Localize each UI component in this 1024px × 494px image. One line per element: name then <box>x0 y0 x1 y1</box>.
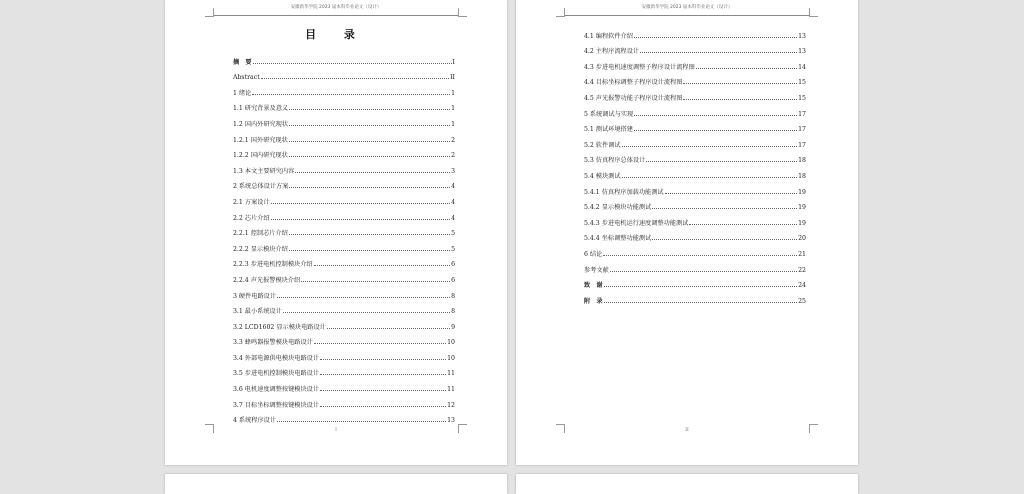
document-page-2 <box>516 0 858 465</box>
toc-leader-dots <box>320 390 446 391</box>
toc-entry-label: 2.2.4 声光报警模块介绍 <box>233 276 301 284</box>
toc-entry-label: 1 绪论 <box>233 89 252 97</box>
toc-entry-page: 11 <box>447 386 455 394</box>
toc-entry-label: 2.2 芯片介绍 <box>233 214 270 222</box>
toc-leader-dots <box>252 94 450 95</box>
toc-entry[interactable] <box>233 128 455 144</box>
header-rule <box>213 15 459 16</box>
toc-entry-label: 附 录 <box>584 297 603 305</box>
toc-leader-dots <box>634 130 797 131</box>
toc-entry[interactable] <box>233 97 455 113</box>
toc-entry-page: 18 <box>798 172 806 180</box>
toc-leader-dots <box>320 359 446 360</box>
toc-entry[interactable] <box>584 196 806 212</box>
toc-entry-label: 5.4.4 坐标调整功能测试 <box>584 235 652 243</box>
crop-mark-top-right <box>458 8 467 17</box>
toc-entry-label: 3.1 最小系统设计 <box>233 308 282 316</box>
toc-leader-dots <box>295 172 450 173</box>
toc-entry-label: 3 硬件电路设计 <box>233 292 277 300</box>
toc-entry-label: 2.2.2 显示模块介绍 <box>233 245 288 253</box>
toc-leader-dots <box>320 374 446 375</box>
toc-entry[interactable] <box>584 40 806 56</box>
toc-leader-dots <box>604 302 798 303</box>
toc-entry[interactable] <box>233 377 455 393</box>
toc-entry[interactable] <box>233 393 455 409</box>
toc-entry[interactable] <box>584 71 806 87</box>
toc-leader-dots <box>320 406 446 407</box>
toc-entry-page: 18 <box>798 157 806 165</box>
toc-entry-page: 15 <box>798 94 806 102</box>
toc-entry-page: 4 <box>451 183 455 191</box>
toc-entry[interactable] <box>584 133 806 149</box>
toc-entry[interactable] <box>584 211 806 227</box>
toc-entry-label: Abstract <box>233 74 260 82</box>
toc-entry-label: 5.4.3 步进电机运行速度调整功能测试 <box>584 219 689 227</box>
toc-entry-label: 4.4 目标坐标调整子程序设计流程图 <box>584 79 683 87</box>
toc-leader-dots <box>652 239 797 240</box>
toc-entry-label: 4.1 编程软件介绍 <box>584 32 633 40</box>
toc-leader-dots <box>277 297 450 298</box>
toc-leader-dots <box>634 115 797 116</box>
toc-entry[interactable] <box>233 112 455 128</box>
toc-entry-page: 17 <box>798 141 806 149</box>
toc-entry-label: 5.4.2 显示模块功能测试 <box>584 204 652 212</box>
toc-entry-label: 3.7 目标坐标调整按键模块设计 <box>233 401 320 409</box>
toc-entry[interactable] <box>233 346 455 362</box>
toc-entry-label: 5 系统调试与实现 <box>584 110 634 118</box>
toc-entry-label: 1.3 本文主要研究内容 <box>233 167 295 175</box>
page-header: 安徽新华学院 2023 届本科毕业论文（设计） <box>290 5 382 10</box>
toc-entry[interactable] <box>233 159 455 175</box>
toc-entry-page: 19 <box>798 188 806 196</box>
toc-leader-dots <box>271 219 451 220</box>
toc-leader-dots <box>610 271 797 272</box>
page-number: II <box>685 428 689 433</box>
toc-entry-page: 21 <box>798 250 806 258</box>
toc-entry[interactable] <box>233 331 455 347</box>
toc-entry[interactable] <box>584 180 806 196</box>
toc-entry-page: 15 <box>798 79 806 87</box>
toc-entry-label: 1.1 研究背景及意义 <box>233 105 289 113</box>
toc-entry-label: 4.5 声光报警功能子程序设计流程图 <box>584 94 683 102</box>
toc-entry-page: 19 <box>798 219 806 227</box>
toc-leader-dots <box>683 99 797 100</box>
toc-entry-label: 2.2.1 控制芯片介绍 <box>233 230 288 238</box>
toc-leader-dots <box>327 328 450 329</box>
toc-entry-label: 1.2 国内外研究现状 <box>233 120 289 128</box>
toc-entry-page: 6 <box>451 276 455 284</box>
toc-entry-page: 13 <box>447 417 455 425</box>
toc-entry-page: 13 <box>798 32 806 40</box>
toc-entry-label: 5.4 模块测试 <box>584 172 621 180</box>
toc-entry-label: 1.2.2 国内研究现状 <box>233 152 288 160</box>
toc-entry[interactable] <box>233 66 455 82</box>
toc-leader-dots <box>652 208 797 209</box>
toc-entry-page: 8 <box>451 292 455 300</box>
toc-entry-page: 14 <box>798 63 806 71</box>
toc-leader-dots <box>603 255 797 256</box>
toc-leader-dots <box>604 286 798 287</box>
toc-entry-page: 1 <box>451 89 455 97</box>
toc-entry-page: 5 <box>451 230 455 238</box>
toc-entry-label: 5.2 软件调试 <box>584 141 621 149</box>
toc-entry-label: 3.4 外部电源供电模块电路设计 <box>233 354 320 362</box>
toc-entry[interactable] <box>584 24 806 40</box>
toc-entry-page: 5 <box>451 245 455 253</box>
toc-entry[interactable] <box>233 409 455 425</box>
toc-entry-page: 17 <box>798 110 806 118</box>
toc-entry-label: 3.2 LCD1602 显示模块电路设计 <box>233 323 326 331</box>
toc-entry[interactable] <box>584 118 806 134</box>
document-page-4 <box>516 474 858 494</box>
toc-entry-label: 5.4.1 仿真程序加载功能测试 <box>584 188 664 196</box>
toc-entry[interactable] <box>584 86 806 102</box>
toc-leader-dots <box>289 109 450 110</box>
toc-entry[interactable] <box>584 227 806 243</box>
toc-leader-dots <box>622 146 798 147</box>
toc-entry-page: 9 <box>451 323 455 331</box>
toc-entry-label: 5.3 仿真程序总体设计 <box>584 157 646 165</box>
toc-entry[interactable] <box>233 206 455 222</box>
toc-entry-page: 12 <box>447 401 455 409</box>
toc-entry-page: 6 <box>451 261 455 269</box>
toc-entry-label: 4 系统程序设计 <box>233 417 277 425</box>
toc-leader-dots <box>314 343 446 344</box>
toc-leader-dots <box>314 265 450 266</box>
toc-entry-page: 24 <box>798 282 806 290</box>
toc-entry-page: 10 <box>447 339 455 347</box>
toc-leader-dots <box>277 421 446 422</box>
toc-entry-page: I <box>452 58 455 66</box>
document-page-1 <box>165 0 507 465</box>
toc-leader-dots <box>289 234 450 235</box>
toc-entry-label: 2.2.3 步进电机控制模块介绍 <box>233 261 313 269</box>
toc-entry[interactable] <box>233 315 455 331</box>
toc-entry-page: 4 <box>451 198 455 206</box>
toc-entry-label: 2 系统总体设计方案 <box>233 183 289 191</box>
toc-entry-page: 17 <box>798 126 806 134</box>
toc-leader-dots <box>253 63 452 64</box>
toc-entry[interactable] <box>233 222 455 238</box>
crop-mark-top-left <box>205 8 214 17</box>
crop-mark-top-left <box>556 8 565 17</box>
toc-entry-label: 4.3 步进电机速度调整子程序设计流程图 <box>584 63 695 71</box>
toc-leader-dots <box>683 83 797 84</box>
toc-leader-dots <box>646 161 797 162</box>
toc-entry-page: 8 <box>451 308 455 316</box>
toc-entry-label: 参考文献 <box>584 266 609 274</box>
toc-entry[interactable] <box>233 284 455 300</box>
toc-entry[interactable] <box>233 175 455 191</box>
toc-entry-label: 致 谢 <box>584 282 603 290</box>
toc-entry-page: 10 <box>447 354 455 362</box>
toc-entry[interactable] <box>233 253 455 269</box>
toc-entry[interactable] <box>584 242 806 258</box>
page-header: 安徽新华学院 2023 届本科毕业论文（设计） <box>641 5 733 10</box>
toc-entry-page: 1 <box>451 105 455 113</box>
document-page-3 <box>165 474 507 494</box>
toc-leader-dots <box>283 312 450 313</box>
toc-entry-label: 4.2 主程序流程设计 <box>584 48 640 56</box>
toc-entry-page: 11 <box>447 370 455 378</box>
toc-entry-page: 20 <box>798 235 806 243</box>
toc-entry[interactable] <box>233 50 455 66</box>
toc-entry[interactable] <box>584 149 806 165</box>
toc-leader-dots <box>289 141 450 142</box>
toc-leader-dots <box>289 125 450 126</box>
toc-list-left <box>233 50 455 424</box>
toc-leader-dots <box>696 68 797 69</box>
toc-entry[interactable] <box>584 102 806 118</box>
toc-entry[interactable] <box>233 237 455 253</box>
toc-entry-label: 2.1 方案设计 <box>233 198 270 206</box>
toc-entry-page: 13 <box>798 48 806 56</box>
toc-entry-page: 2 <box>451 152 455 160</box>
toc-leader-dots <box>289 250 450 251</box>
toc-entry[interactable] <box>233 190 455 206</box>
toc-entry-page: 19 <box>798 204 806 212</box>
toc-leader-dots <box>271 203 451 204</box>
toc-leader-dots <box>289 156 450 157</box>
toc-entry[interactable] <box>584 55 806 71</box>
toc-entry[interactable] <box>584 274 806 290</box>
toc-entry[interactable] <box>233 362 455 378</box>
toc-entry-label: 6 结论 <box>584 250 603 258</box>
toc-list-right <box>584 24 806 305</box>
toc-title: 目 录 <box>305 28 367 41</box>
toc-entry-page: 25 <box>798 297 806 305</box>
toc-entry-label: 3.5 步进电机控制模块电路设计 <box>233 370 320 378</box>
toc-entry-label: 1.2.1 国外研究现状 <box>233 136 288 144</box>
toc-entry[interactable] <box>233 144 455 160</box>
toc-entry-label: 摘 要 <box>233 58 252 66</box>
toc-entry[interactable] <box>233 81 455 97</box>
toc-entry-page: II <box>450 74 455 82</box>
toc-entry-label: 5.1 测试环境搭建 <box>584 126 633 134</box>
toc-entry-page: 1 <box>451 120 455 128</box>
toc-leader-dots <box>634 37 797 38</box>
toc-entry[interactable] <box>233 268 455 284</box>
toc-leader-dots <box>689 224 797 225</box>
toc-leader-dots <box>261 78 449 79</box>
header-rule <box>564 15 810 16</box>
toc-leader-dots <box>622 177 798 178</box>
toc-entry[interactable] <box>584 258 806 274</box>
toc-leader-dots <box>289 187 450 188</box>
toc-entry-page: 3 <box>451 167 455 175</box>
toc-entry[interactable] <box>584 289 806 305</box>
toc-entry-page: 2 <box>451 136 455 144</box>
toc-entry[interactable] <box>233 300 455 316</box>
toc-entry-label: 3.3 蜂鸣器报警模块电路设计 <box>233 339 313 347</box>
toc-entry-page: 22 <box>798 266 806 274</box>
crop-mark-top-right <box>809 8 818 17</box>
toc-leader-dots <box>665 193 798 194</box>
toc-leader-dots <box>640 52 797 53</box>
toc-leader-dots <box>301 281 450 282</box>
toc-entry-label: 3.6 电机速度调整按键模块设计 <box>233 386 320 394</box>
toc-entry[interactable] <box>584 164 806 180</box>
toc-entry-page: 4 <box>451 214 455 222</box>
page-number: I <box>335 428 337 433</box>
